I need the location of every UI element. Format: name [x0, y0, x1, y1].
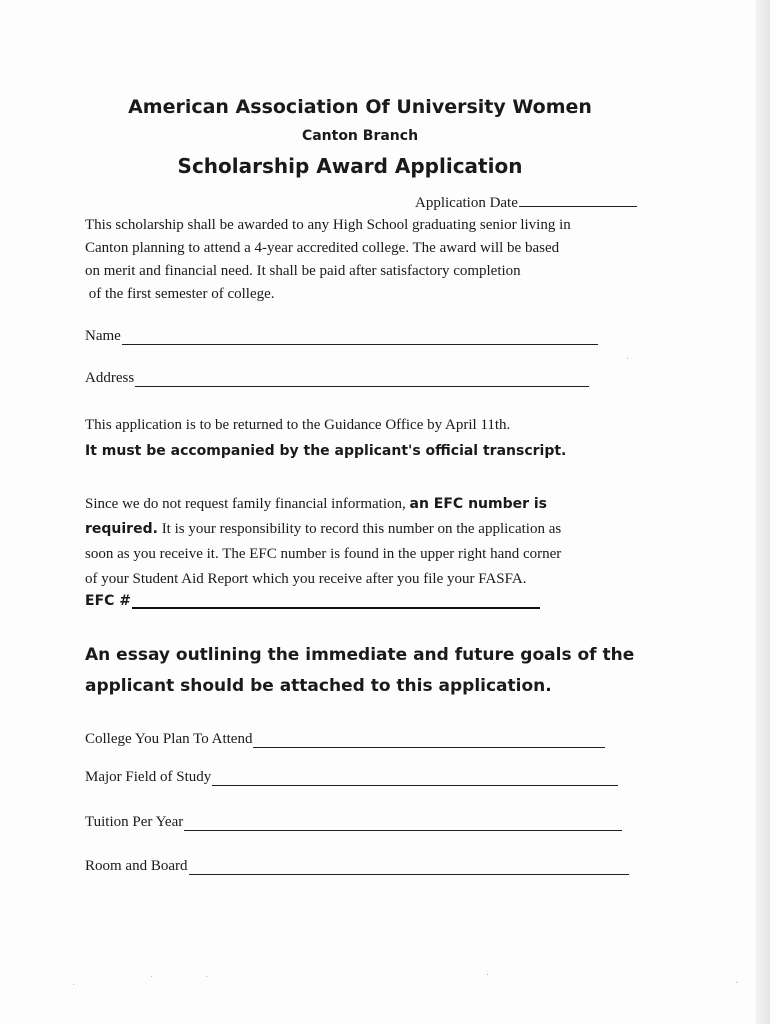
return-notice: [85, 414, 675, 463]
name-field[interactable]: [122, 330, 598, 345]
scan-speck: ·: [205, 972, 209, 983]
application-date-label: Application Date: [415, 195, 518, 211]
scan-speck: ·: [735, 978, 739, 989]
transcript-requirement: It must be accompanied by the applicant's official transcript.: [85, 443, 567, 459]
efc-required-text: an EFC number is: [409, 496, 548, 512]
name-label: Name: [85, 328, 121, 344]
major-label: Major Field of Study: [85, 769, 212, 785]
name-row: [85, 328, 598, 345]
college-field[interactable]: [253, 733, 605, 748]
efc-label: EFC #: [85, 593, 132, 609]
intro-line: Canton planning to attend a 4-year accredited college. The award will be based: [85, 240, 560, 256]
tuition-row: [85, 814, 622, 831]
college-row: [85, 731, 605, 748]
efc-required-word: required.: [85, 521, 158, 537]
organization-title: American Association Of University Women: [128, 96, 592, 118]
efc-line: [85, 517, 675, 542]
essay-instructions: [85, 640, 645, 702]
scan-speck: ·: [72, 980, 76, 991]
essay-line: applicant should be attached to this application.: [85, 676, 552, 696]
address-label: Address: [85, 370, 135, 386]
intro-paragraph: [85, 214, 675, 306]
scan-speck: ·: [150, 972, 154, 983]
scan-speck: ·: [626, 354, 630, 365]
room-board-field[interactable]: [189, 860, 629, 875]
room-board-label: Room and Board: [85, 858, 188, 874]
room-board-row: [85, 858, 629, 875]
return-notice-text: This application is to be returned to the Guidance Office by April 11th.: [85, 417, 511, 433]
efc-line-text: Since we do not request family financial information,: [85, 496, 410, 512]
application-date-row: [415, 192, 637, 212]
intro-line: on merit and financial need. It shall be paid after satisfactory completion: [85, 263, 521, 279]
efc-line: [85, 492, 675, 517]
major-row: [85, 769, 618, 786]
scan-edge: [756, 0, 770, 1024]
major-field[interactable]: [212, 771, 618, 786]
address-row: [85, 370, 589, 387]
intro-line: of the first semester of college.: [85, 286, 275, 302]
efc-line: soon as you receive it. The EFC number is found in the upper right hand corner: [85, 546, 562, 562]
efc-paragraph: [85, 492, 675, 592]
address-field[interactable]: [135, 372, 589, 387]
scan-speck: ·: [486, 970, 490, 981]
tuition-label: Tuition Per Year: [85, 814, 184, 830]
intro-line: This scholarship shall be awarded to any High School graduating senior living in: [85, 217, 571, 233]
application-date-field[interactable]: [519, 192, 637, 207]
efc-line-text: It is your responsibility to record this number on the application as: [157, 521, 562, 537]
efc-line: of your Student Aid Report which you receive after you file your FASFA.: [85, 571, 527, 587]
form-title: Scholarship Award Application: [177, 154, 523, 178]
branch-subtitle: Canton Branch: [301, 128, 419, 144]
essay-line: An essay outlining the immediate and future goals of the: [85, 645, 635, 665]
college-label: College You Plan To Attend: [85, 731, 253, 747]
tuition-field[interactable]: [184, 816, 622, 831]
efc-field[interactable]: [132, 593, 540, 609]
efc-row: [85, 593, 540, 609]
